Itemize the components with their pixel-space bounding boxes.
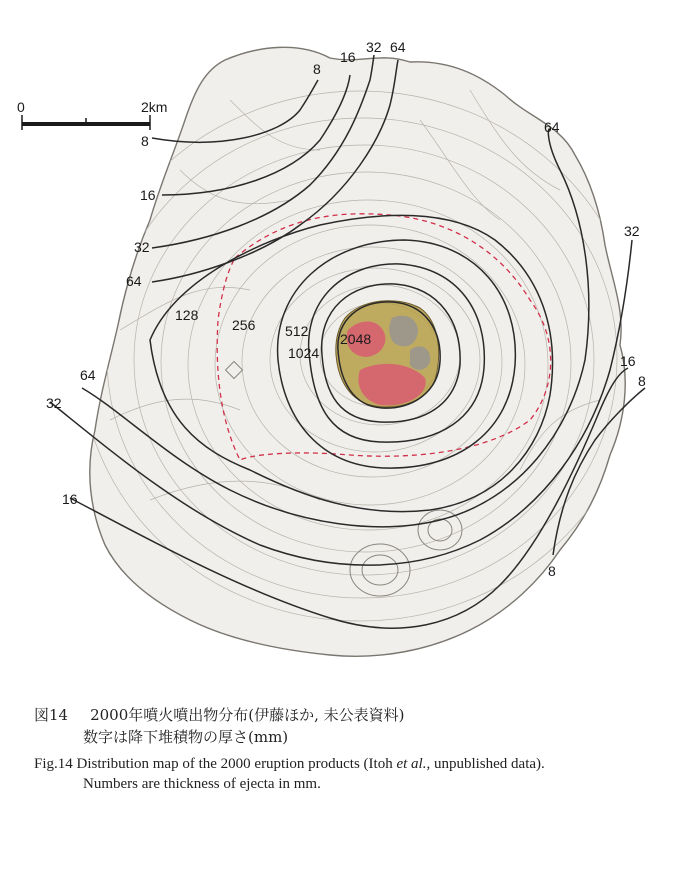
scale-start-label: 0 [17, 99, 25, 115]
label-right-32: 32 [624, 223, 640, 239]
caption-en-part1: Fig.14 Distribution map of the 2000 eruption products (Itoh [34, 756, 397, 772]
label-sw-64: 64 [80, 367, 96, 383]
label-top-16: 16 [340, 49, 356, 65]
label-top-32: 32 [366, 39, 382, 55]
label-right-8: 8 [638, 373, 646, 389]
label-256: 256 [232, 317, 256, 333]
label-left-8: 8 [141, 133, 149, 149]
caption-en-italic: et al. [396, 756, 427, 772]
label-left-32: 32 [134, 239, 150, 255]
label-2048: 2048 [340, 331, 372, 347]
label-top-64: 64 [390, 39, 406, 55]
label-left-64: 64 [126, 273, 142, 289]
label-sw-16: 16 [62, 491, 78, 507]
label-1024: 1024 [288, 345, 320, 361]
caption-jp-line2: 数字は降下堆積物の厚さ(mm) [83, 728, 289, 746]
label-top-8: 8 [313, 61, 321, 77]
label-right-16: 16 [620, 353, 636, 369]
caption-fig-number: 図14 [34, 706, 69, 724]
scale-bar [17, 99, 167, 130]
label-se-8: 8 [548, 563, 556, 579]
caption-jp-title: 2000年噴火噴出物分布(伊藤ほか, 未公表資料) [90, 706, 405, 724]
label-sw-32: 32 [46, 395, 62, 411]
label-512: 512 [285, 323, 309, 339]
scale-end-label: 2km [141, 99, 168, 115]
label-right-64: 64 [544, 119, 560, 135]
caption-en-part2: , unpublished data). [426, 756, 545, 772]
label-left-128: 128 [175, 307, 199, 323]
figure-caption [34, 704, 664, 794]
caption-jp-line1 [34, 704, 664, 726]
caption-en-line2: Numbers are thickness of ejecta in mm. [83, 776, 321, 792]
caption-en-line1 [34, 754, 664, 774]
label-left-16: 16 [140, 187, 156, 203]
